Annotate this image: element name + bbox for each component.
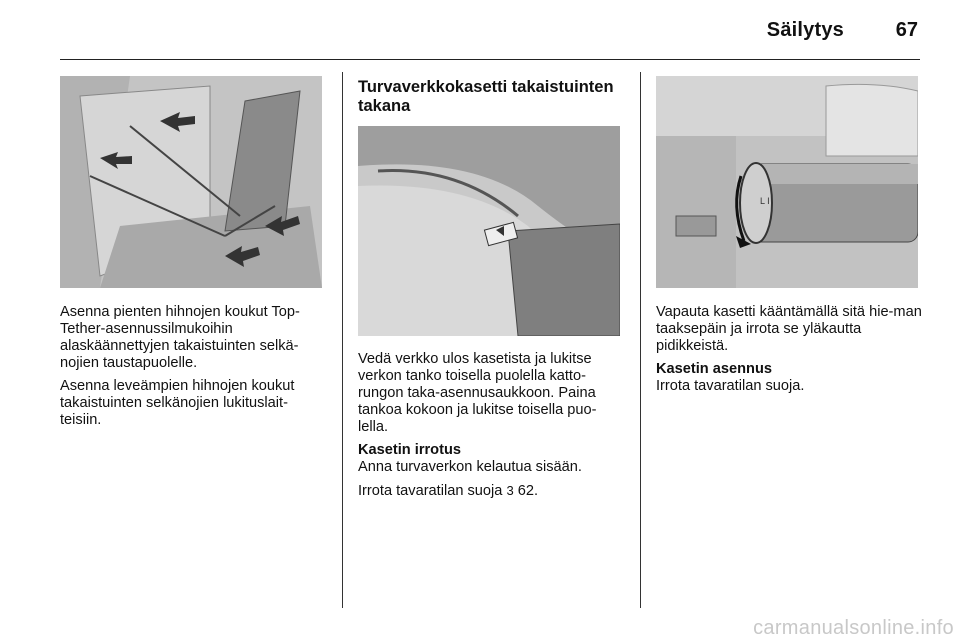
paragraph: Vapauta kasetti kääntämällä sitä hie-man taaksepäin ja irrota se yläkautta pidikkeistä. [656, 304, 922, 354]
paragraph: Asenna leveämpien hihnojen koukut takaistuinten selkänojien lukituslait-teisiin. [60, 378, 295, 428]
watermark: carmanualsonline.info [753, 617, 954, 639]
section-title: Säilytys [766, 19, 844, 41]
paragraph-with-reference [358, 482, 624, 500]
subheading: Kasetin irrotus [358, 442, 461, 458]
cassette-net-illustration [358, 126, 620, 336]
page-number: 67 [895, 19, 918, 41]
column-2-text [358, 351, 624, 506]
reference-page: 62. [513, 483, 539, 499]
subheading: Kasetin asennus [656, 361, 772, 377]
reference-text: Irrota tavaratilan suoja [358, 483, 507, 499]
arrow-reference-icon: 3 [506, 483, 514, 498]
paragraph: Vedä verkko ulos kasetista ja lukitse verkon tanko toisella puolella katto-rungon taka-asennusaukkoon. Paina tankoa kokoon ja lukitse toisella puo-lella. [358, 351, 597, 435]
column-divider [640, 72, 641, 608]
column-3-text [656, 304, 924, 401]
cassette-removal-illustration [656, 76, 918, 288]
header-rule [60, 59, 920, 60]
page-header [0, 0, 960, 62]
paragraph: Irrota tavaratilan suoja. [656, 378, 805, 394]
paragraph: Asenna pienten hihnojen koukut Top-Tether-asennussilmukoihin alaskäännettyjen takaistuinten selkä-nojien taustapuolelle. [60, 304, 300, 371]
column-1-text [60, 304, 326, 435]
paragraph: Anna turvaverkon kelautua sisään. [358, 459, 582, 475]
seat-straps-illustration [60, 76, 322, 288]
section-heading: Turvaverkkokasetti takaistuinten takana [358, 78, 614, 115]
column-divider [342, 72, 343, 608]
svg-text:L I: L I [760, 196, 770, 206]
